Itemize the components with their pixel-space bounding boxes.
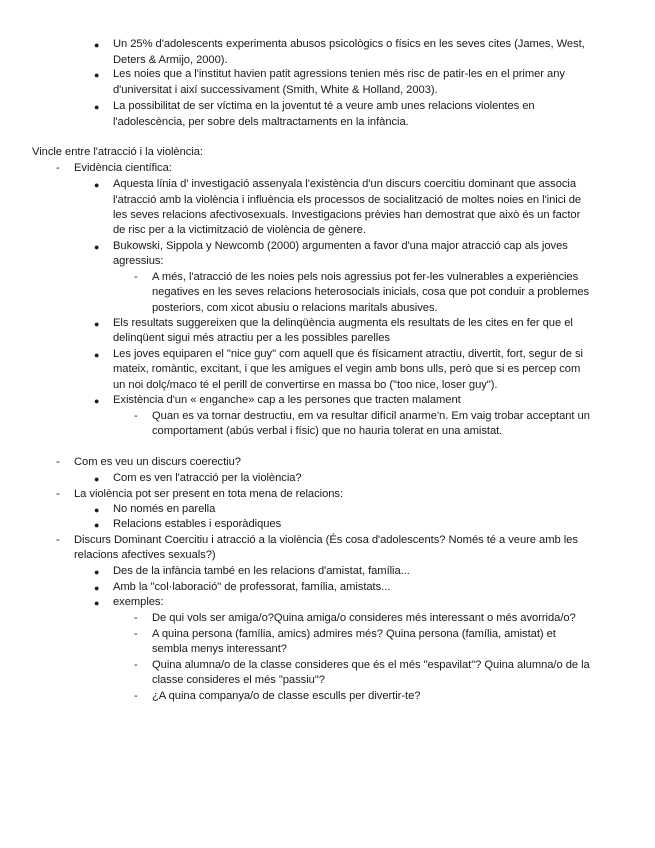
dcav-label-line-2: relacions afectives sexuals?) [74,549,216,561]
intro-bullet-1-line-2: Deters & Armijo, 2000). [113,54,228,66]
example-2-line-2: sembla menys interessant? [152,643,287,655]
relations-item-2: Relacions estables i esporàdiques [113,518,282,530]
evidence-item-5-line-1: Existència d'un « enganche» cap a les persones que tracten malament [113,394,461,406]
evidence-item-2-sub-line-3: posteriors, com xicot abusiu o relacions maritals abusives. [152,302,438,314]
example-3-line-1: Quina alumna/o de la classe consideres que és el més "espavilat"? Quina alumna/o de la [152,659,590,671]
bullet-marker: ● [94,70,100,80]
bullet-marker: ● [94,598,100,608]
evidence-item-1-line-2: l'atracció amb la violència i influència els processos de socialització de moltes noies en l'inici de [113,194,582,206]
relations-item-1: No només en parella [113,503,216,515]
example-1-line-1: De qui vols ser amiga/o?Quina amiga/o consideres més interessant o més avorrida/o? [152,612,576,624]
dash-marker: - [134,628,138,640]
evidence-item-1-line-1: Aquesta línia d' investigació assenyala l'existència d'un discurs coercitiu dominant que associa [113,178,577,190]
evidence-item-5-sub-line-1: Quan es va tornar destructiu, em va resultar difícil anarme'n. Em vaig trobar acceptant un [152,410,590,422]
bullet-marker: ● [94,319,100,329]
example-3-line-2: classe consideres el més "passiu"? [152,674,325,686]
dash-marker: - [134,612,138,624]
intro-bullet-3-line-1: La possibilitat de ser víctima en la joventut té a veure amb unes relacions violentes en [113,100,535,112]
intro-bullet-2-line-1: Les noies que a l'institut havien patit agressions tenien més risc de patir-les en el primer any [113,68,565,80]
evidence-item-1-line-3: les seves relacions afectivosexuals. Investigacions prèvies han demostrat que això és un factor [113,209,581,221]
evidence-item-2-line-1: Bukowski, Sippola y Newcomb (2000) argumenten a favor d'una major atracció cap als joves [113,240,568,252]
bullet-marker: ● [94,396,100,406]
dcav-item-2: Amb la "col·laboració" de professorat, família, amistats... [113,581,391,593]
dash-marker: - [134,690,138,702]
dash-marker: - [134,659,138,671]
evidence-item-4-line-1: Les joves equiparen el "nice guy" com aquell que és físicament atractiu, divertit, fort, segur de si [113,348,583,360]
dcav-item-3: exemples: [113,596,164,608]
dash-marker: - [134,410,138,422]
dcav-label-line-1: Discurs Dominant Coercitiu i atracció a la violència (És cosa d'adolescents? Només té a veure amb les [74,534,578,546]
evidence-item-2-sub-line-1: A més, l'atracció de les noies pels nois agressius pot fer-les vulnerables a experiències [152,271,579,283]
evidence-label: Evidència científica: [74,162,172,174]
section-heading: Vincle entre l'atracció i la violència: [32,146,203,158]
evidence-item-4-line-3: un noi dolç/maco té el perill de convertirse en massa bo ("too nice, loser guy"). [113,379,498,391]
bullet-marker: ● [94,350,100,360]
dash-marker: - [56,488,60,500]
bullet-marker: ● [94,474,100,484]
discourse-label: Com es veu un discurs coerectiu? [74,456,241,468]
example-2-line-1: A quina persona (família, amics) admires més? Quina persona (família, amistat) et [152,628,556,640]
bullet-marker: ● [94,520,100,530]
dash-marker: - [56,456,60,468]
evidence-item-3-line-1: Els resultats suggereixen que la delinqüència augmenta els resultats de les cites en fer que el [113,317,573,329]
bullet-marker: ● [94,583,100,593]
example-4-line-1: ¿A quina companya/o de classe esculls per divertir-te? [152,690,421,702]
intro-bullet-1-line-1: Un 25% d'adolescents experimenta abusos psicològics o físics en les seves cites (James, West, [113,38,585,50]
evidence-item-5-sub-line-2: comportament (abús verbal i físic) que no hauria tolerat en una amistat. [152,425,503,437]
bullet-marker: ● [94,102,100,112]
evidence-item-2-sub-line-2: negatives en les seves relacions heterosocials inicials, cosa que pot conduir a problemes [152,286,590,298]
evidence-item-2-line-2: agressius: [113,255,164,267]
bullet-marker: ● [94,242,100,252]
bullet-marker: ● [94,505,100,515]
relations-label: La violència pot ser present en tota mena de relacions: [74,488,344,500]
evidence-item-1-line-4: de risc per a la victimització de violència de gènere. [113,224,366,236]
dash-marker: - [56,534,60,546]
discourse-item-1: Com es ven l'atracció per la violència? [113,472,302,484]
bullet-marker: ● [94,40,100,50]
dash-marker: - [134,271,138,283]
evidence-item-4-line-2: mateix, romàntic, excitant, i que les amigues el vegin amb bons ulls, però que si es percep com [113,363,581,375]
bullet-marker: ● [94,567,100,577]
evidence-item-3-line-2: delinqüent sigui més atractiu per a les possibles parelles [113,332,390,344]
dash-marker: - [56,162,60,174]
dcav-item-1: Des de la infància també en les relacions d'amistat, família... [113,565,410,577]
intro-bullet-3-line-2: l'adolescència, per sobre dels maltractaments en la infància. [113,116,409,128]
intro-bullet-2-line-2: d'universitat i així successivament (Smith, White & Holland, 2003). [113,84,438,96]
bullet-marker: ● [94,180,100,190]
